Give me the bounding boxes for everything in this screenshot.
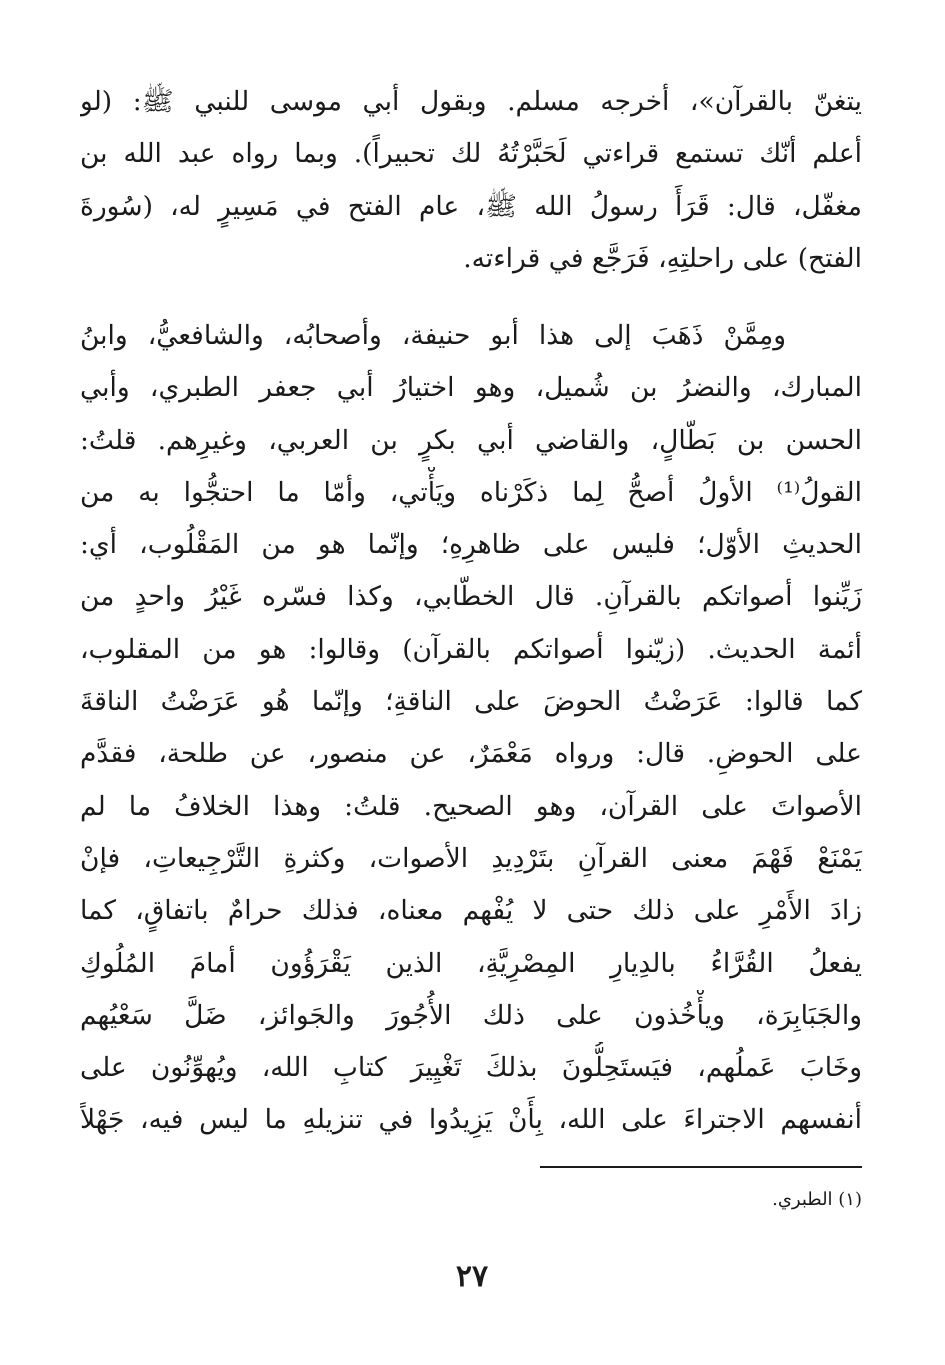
text-line: المبارك، والنضرُ بن شُميل، وهو اختيارُ أبي جعفر الطبري، وأبي	[80, 372, 862, 404]
text-line: كما قالوا: عَرَضْتُ الحوضَ على الناقةِ؛ وإنّما هُو عَرَضْتُ الناقةَ	[80, 686, 862, 718]
text-line: يتغنّ بالقرآن»، أخرجه مسلم. وبقول أبي موسى للنبي ﷺ: (لو	[80, 86, 862, 117]
text-line: والجَبَابِرَة، ويأْخُذون على ذلك الأُجُورَ والجَوائز، ضَلَّ سَعْيُهم	[80, 999, 862, 1031]
text-line: ومِمَّنْ ذَهَبَ إلى هذا أبو حنيفة، وأصحابُه، والشافعيُّ، وابنُ	[80, 320, 786, 351]
footnote-divider	[540, 1166, 862, 1168]
text-line: على الحوضِ. قال: ورواه مَعْمَرٌ، عن منصور، عن طلحة، فقدَّم	[80, 738, 862, 770]
text-line: أئمة الحديث. (زيّنوا أصواتكم بالقرآن) وقالوا: هو من المقلوب،	[80, 633, 862, 665]
text-line: القولُ⁽¹⁾ الأولُ أصحُّ لِما ذكَرْناه ويَأْتي، وأمّا ما احتجُّوا به من	[80, 476, 862, 508]
text-line: يَمْنَعْ فَهْمَ معنى القرآنِ بتَرْدِيدِ الأصوات، وكثرةِ التَّرْجِيعاتِ، فإنْ	[80, 842, 862, 874]
text-line: الحسن بن بَطّالٍ، والقاضي أبي بكرٍ بن العربي، وغيرِهم. قلتُ:	[80, 424, 862, 456]
footnote: (١) الطبري.	[772, 1189, 862, 1210]
text-line: الفتح) على راحلتِهِ، فَرَجَّع في قراءته.	[463, 242, 862, 274]
text-line: الحديثِ الأوّل؛ فليس على ظاهرِهِ؛ وإنّما هو من المَقْلُوب، أي:	[80, 529, 862, 561]
page-number: ٢٧	[455, 1259, 489, 1294]
text-line: يفعلُ القُرَّاءُ بالدِيارِ المِصْرِيَّةِ، الذين يَقْرَؤُون أمامَ المُلُوكِ	[80, 947, 862, 979]
text-line: وخَابَ عَملُهم، فيَستَحِلُّونَ بذلكَ تَغْيِيرَ كتابِ الله، ويُهوِّنُون على	[80, 1052, 862, 1084]
text-line: زادَ الأَمْرِ على ذلك حتى لا يُفْهم معناه، فذلك حرامٌ باتفاقٍ، كما	[80, 895, 862, 927]
text-line: الأصواتَ على القرآن، وهو الصحيح. قلتُ: وهذا الخلافُ ما لم	[80, 790, 862, 822]
text-line: مغفّل، قال: قَرَأَ رسولُ الله ﷺ، عام الفتح في مَسِيرٍ له، (سُورةَ	[80, 190, 862, 222]
paragraph-2	[80, 310, 862, 1147]
paragraph-1	[80, 76, 862, 285]
text-line: زَيِّنوا أصواتكم بالقرآنِ. قال الخطّابي، وكذا فسّره غَيْرُ واحدٍ من	[80, 581, 862, 613]
text-line: أنفسهم الاجتراءَ على الله، بِأَنْ يَزِيدُوا في تنزيلهِ ما ليس فيه، جَهْلاً	[80, 1104, 862, 1136]
text-line: أعلم أنّك تستمع قراءتي لَحَبَّرْتُهُ لك تحبيراً). وبما رواه عبد الله بن	[80, 138, 862, 170]
